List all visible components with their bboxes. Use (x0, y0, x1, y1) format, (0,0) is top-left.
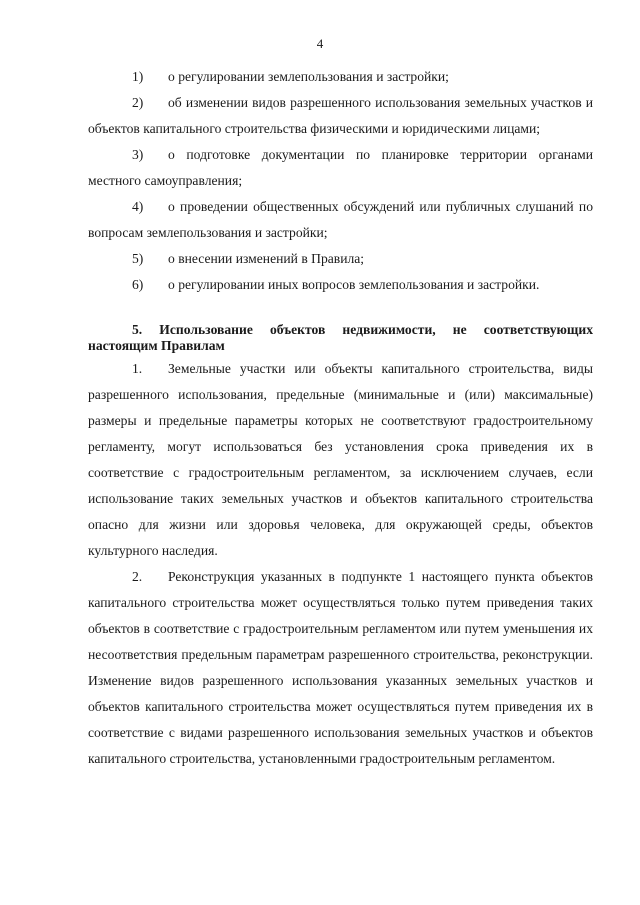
list-item (88, 64, 593, 90)
list-item-text: о внесении изменений в Правила; (168, 251, 365, 266)
list-item-number: 2) (132, 95, 144, 110)
list-item-number: 1) (132, 69, 144, 84)
list-item-text: о регулировании землепользования и застройки; (168, 69, 449, 84)
list-item-number: 3) (132, 147, 144, 162)
section-heading: 5. Использование объектов недвижимости, не соответствующих настоящим Правилам (88, 322, 593, 353)
page-number: 4 (316, 36, 324, 51)
list-item-number: 5) (132, 251, 144, 266)
section-paragraph (88, 356, 593, 564)
list-item-number: 4) (132, 199, 144, 214)
paragraph-number: 1. (132, 361, 143, 376)
document-body (88, 64, 593, 772)
paragraph-text: Земельные участки или объекты капитального строительства, виды разрешенного использования, предельные (минимальные и (или) максимальные) размеры и предельные параметры которых не соответствуют градостроительному регламенту, могут использоваться без установления срока приведения их в соответствие с градостроительным регламентом, за исключением случаев, если использование таких земельных участков и объектов капитального строительства опасно для жизни или здоровья человека, для окружающей среды, объектов культурного наследия. (88, 361, 593, 558)
list-item-number: 6) (132, 277, 144, 292)
list-item-text: о подготовке документации по планировке территории органами местного самоуправления; (88, 147, 593, 188)
list-item (88, 142, 593, 194)
paragraph-number: 2. (132, 569, 143, 584)
list-item-text: о регулировании иных вопросов землепользования и застройки. (168, 277, 540, 292)
list-item (88, 272, 593, 298)
section-paragraph (88, 564, 593, 772)
list-item (88, 90, 593, 142)
list-item-text: об изменении видов разрешенного использования земельных участков и объектов капитального строительства физическими и юридическими лицами; (88, 95, 593, 136)
list-item-text: о проведении общественных обсуждений или публичных слушаний по вопросам землепользования и застройки; (88, 199, 593, 240)
paragraph-text: Реконструкция указанных в подпункте 1 настоящего пункта объектов капитального строительства может осуществляться только путем приведения таких объектов в соответствие с градостроительным регламентом или путем уменьшения их несоответствия предельным параметрам разрешенного строительства, реконструкции. Изменение видов разрешенного использования указанных земельных участков и объектов капитального строительства может осуществляться путем приведения их в соответствие с видами разрешенного использования земельных участков и объектов капитального строительства, установленными градостроительным регламентом. (88, 569, 593, 766)
list-item (88, 246, 593, 272)
list-item (88, 194, 593, 246)
